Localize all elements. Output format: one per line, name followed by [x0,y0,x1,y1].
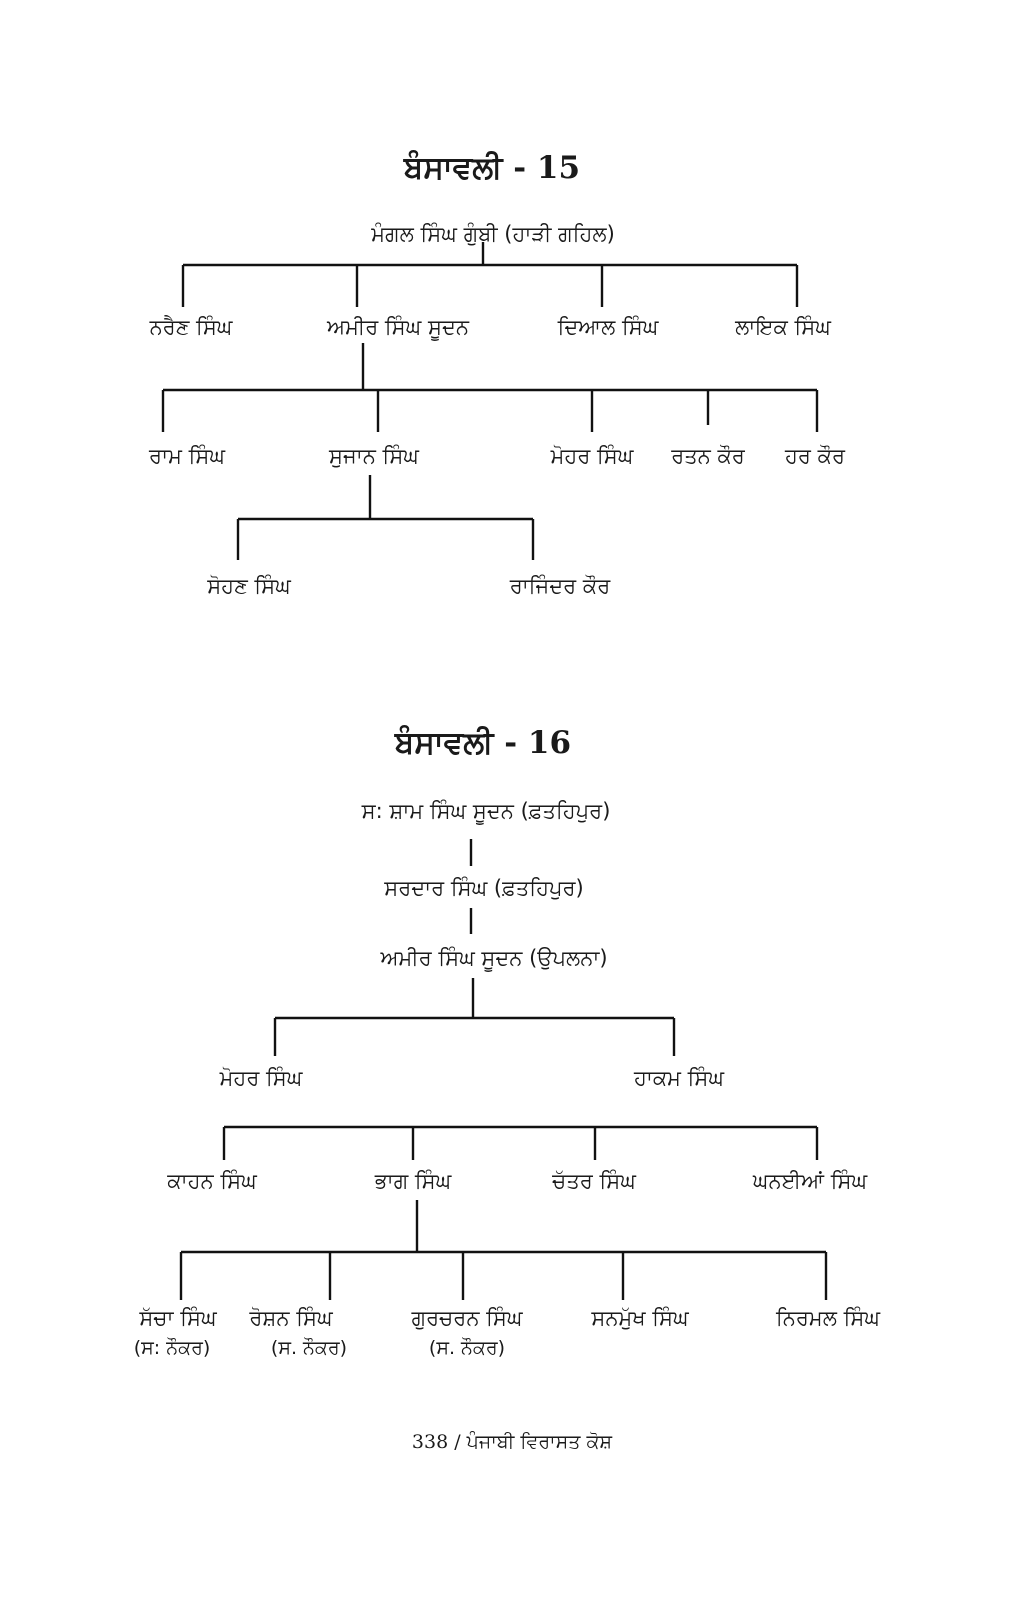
tree15-gen2-node: ਦਿਆਲ ਸਿੰਘ [557,315,659,339]
tree15-gen3-node: ਰਾਮ ਸਿੰਘ [149,444,225,468]
tree15-gen3-node: ਰਤਨ ਕੌਰ [671,444,745,468]
tree16-gen5-node: ਚੱਤਰ ਸਿੰਘ [552,1169,636,1193]
tree15-gen2-node: ਲਾਇਕ ਸਿੰਘ [735,315,831,339]
tree16-gen6-node: ਗੁਰਚਰਨ ਸਿੰਘ [411,1306,523,1330]
tree16-gen4-node: ਹਾਕਮ ਸਿੰਘ [633,1066,725,1090]
tree16-gen4-node: ਮੋਹਰ ਸਿੰਘ [219,1066,303,1090]
tree15-gen3-node: ਸੁਜਾਨ ਸਿੰਘ [329,444,419,468]
tree15-gen4-node: ਸੋਹਣ ਸਿੰਘ [207,574,291,598]
tree16-lineage-node: ਸਰਦਾਰ ਸਿੰਘ (ਫ਼ਤਹਿਪੁਰ) [384,876,584,900]
tree16-gen6-note: (ਸ: ਨੌਕਰ) [133,1337,211,1359]
tree16-gen5-node: ਭਾਗ ਸਿੰਘ [374,1169,452,1193]
tree16-gen6-node: ਰੋਸ਼ਨ ਸਿੰਘ [249,1306,333,1330]
tree16-gen6-note: (ਸ. ਨੌਕਰ) [428,1337,506,1359]
tree16-gen6-node: ਸੱਚਾ ਸਿੰਘ [139,1306,217,1330]
tree16-title: ਬੰਸਾਵਲੀ - 16 [394,725,572,761]
tree16-lineage-node: ਸ: ਸ਼ਾਮ ਸਿੰਘ ਸੂਦਨ (ਫ਼ਤਹਿਪੁਰ) [361,799,611,823]
tree15-gen4-node: ਰਾਜਿੰਦਰ ਕੌਰ [509,574,611,598]
tree15-gen3-node: ਹਰ ਕੌਰ [785,444,845,468]
tree15-title: ਬੰਸਾਵਲੀ - 15 [403,150,581,186]
tree15-gen2-node: ਨਰੈਣ ਸਿੰਘ [149,315,233,339]
tree16-gen6-node: ਨਿਰਮਲ ਸਿੰਘ [776,1306,880,1330]
page-footer: 338 / ਪੰਜਾਬੀ ਵਿਰਾਸਤ ਕੋਸ਼ [411,1431,613,1453]
tree15-gen3-node: ਮੋਹਰ ਸਿੰਘ [550,444,634,468]
tree15-gen2-node: ਅਮੀਰ ਸਿੰਘ ਸੂਦਨ [327,315,469,339]
tree16-gen5-node: ਘਨਈਆਂ ਸਿੰਘ [752,1169,868,1193]
tree16-lineage-node: ਅਮੀਰ ਸਿੰਘ ਸੂਦਨ (ਉਪਲਨਾ) [380,946,608,970]
tree16-gen6-node: ਸਨਮੁੱਖ ਸਿੰਘ [591,1306,689,1330]
tree15-root: ਮੰਗਲ ਸਿੰਘ ਗੁੰਬੀ (ਹਾੜੀ ਗਹਿਲ) [371,222,615,246]
tree16-gen5-node: ਕਾਹਨ ਸਿੰਘ [167,1169,257,1193]
tree16-gen6-note: (ਸ. ਨੌਕਰ) [270,1337,348,1359]
